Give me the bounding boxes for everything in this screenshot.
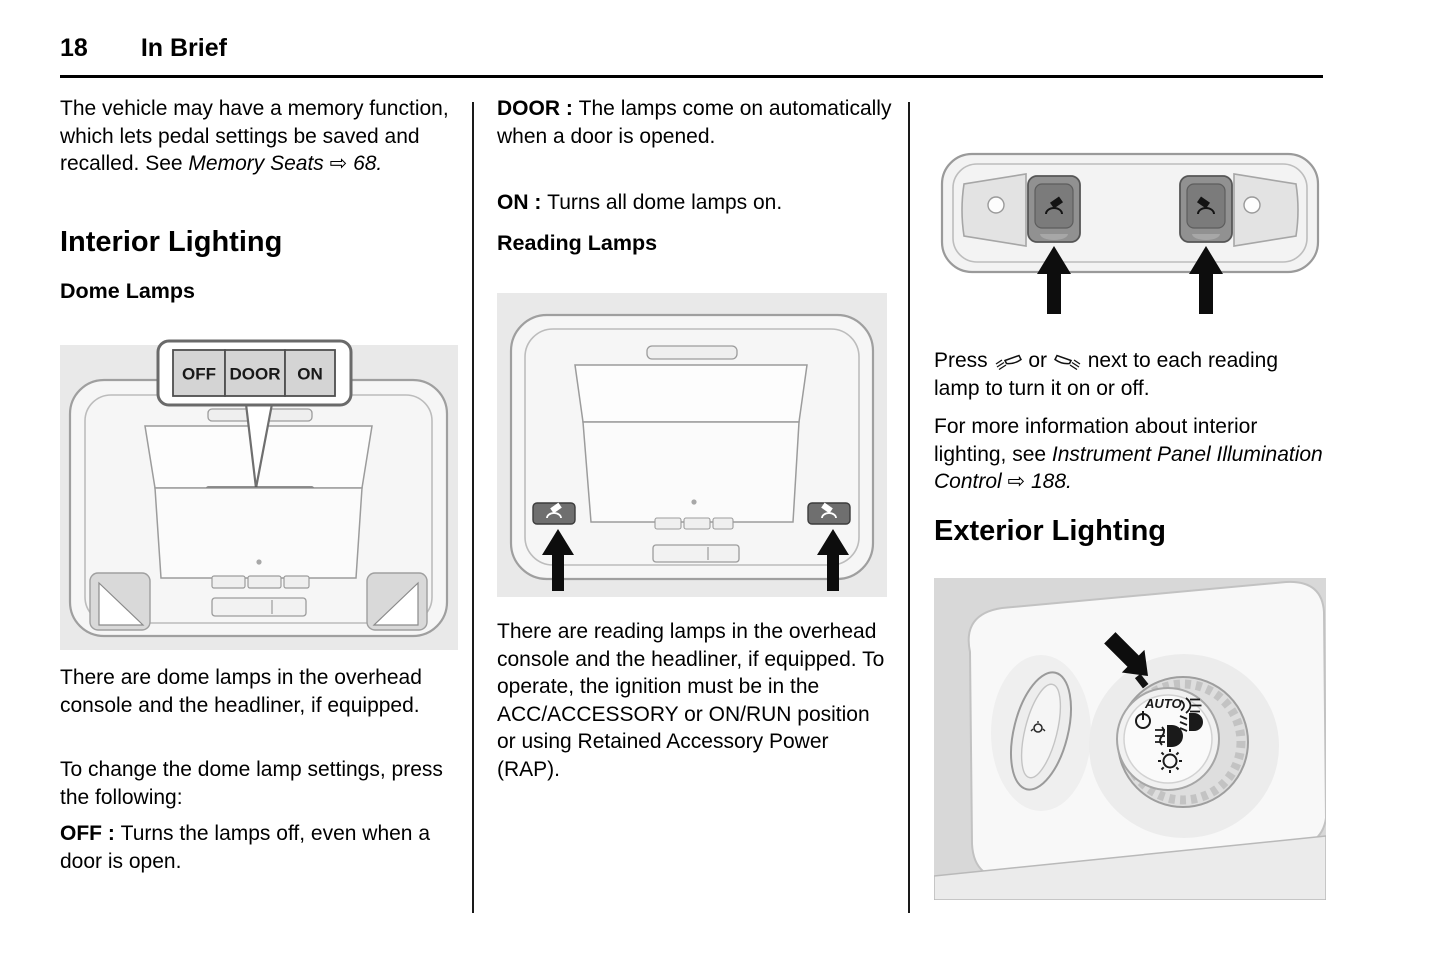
cross-reference-arrow: ⇨ (323, 152, 354, 175)
callout-off-label: OFF (182, 364, 216, 384)
interior-lighting-heading: Interior Lighting (60, 226, 283, 258)
on-setting-paragraph (497, 189, 893, 217)
exterior-lighting-control-figure (934, 578, 1326, 900)
on-term: ON : (497, 191, 548, 214)
illumination-control-reference: Instrument Panel Illumination Control (934, 442, 1323, 493)
left-reading-lamp-button-illustration (533, 503, 575, 524)
cross-reference-arrow: ⇨ (1001, 470, 1031, 493)
header-rule (60, 75, 1323, 78)
left-reading-lamp-button-illustration (1028, 176, 1080, 242)
off-description: Turns the lamps off, even when a door is open. (60, 822, 430, 873)
auto-position-label: AUTO (1145, 696, 1182, 711)
column-divider-2 (908, 102, 910, 913)
reading-lamps-console-figure (497, 289, 887, 601)
illumination-control-page: 188. (1030, 470, 1072, 493)
memory-seats-page: 68. (353, 152, 383, 175)
page-number: 18 (60, 34, 88, 62)
dome-lamps-subheading: Dome Lamps (60, 279, 196, 303)
press-text-before: Press (934, 349, 994, 372)
on-description: Turns all dome lamps on. (547, 191, 783, 214)
door-term: DOOR : (497, 97, 579, 120)
exterior-lighting-heading: Exterior Lighting (934, 515, 1166, 547)
off-door-on-callout (158, 341, 351, 405)
memory-seats-reference: Memory Seats (188, 152, 324, 175)
memory-function-text: The vehicle may have a memory function, which lets pedal settings be saved and recalled. See (60, 97, 449, 175)
press-text-between: or (1022, 349, 1053, 372)
right-reading-lamp-button-illustration (1180, 176, 1232, 242)
more-information-paragraph (934, 413, 1328, 496)
console-bottom-button (653, 545, 739, 562)
press-buttons-paragraph (934, 347, 1328, 402)
left-corner-lamp (90, 573, 150, 630)
door-description: The lamps come on automatically when a door is opened. (497, 97, 892, 148)
left-lamp-lens (962, 174, 1026, 246)
right-corner-lamp (367, 573, 427, 630)
page-title: In Brief (140, 34, 227, 62)
callout-on-label: ON (297, 364, 323, 384)
reading-lamps-subheading: Reading Lamps (497, 231, 658, 255)
dome-lamps-console-figure (60, 338, 458, 650)
reading-lamp-beam-right-icon (1053, 352, 1082, 370)
off-term: OFF : (60, 822, 121, 845)
reading-lamp-beam-left-icon (994, 352, 1023, 370)
change-settings-paragraph: To change the dome lamp settings, press the following: (60, 758, 443, 809)
reading-lamps-paragraph: There are reading lamps in the overhead console and the headliner, if equipped. To operate, the ignition must be in the ACC/ACCESSORY or ON/RUN position or using Retained Accessory Power (RAP). (497, 620, 885, 781)
column-divider-1 (472, 102, 474, 913)
callout-door-label: DOOR (229, 364, 281, 384)
memory-function-paragraph (60, 95, 458, 178)
press-text-after: next to each reading lamp to turn it on or off. (934, 349, 1278, 400)
dome-lamps-location-paragraph: There are dome lamps in the overhead console and the headliner, if equipped. (60, 666, 422, 717)
right-reading-lamp-button-illustration (808, 503, 850, 524)
info-text: For more information about interior lighting, see (934, 415, 1258, 466)
off-setting-paragraph (60, 820, 458, 875)
console-bottom-button (212, 598, 306, 616)
right-lamp-lens (1234, 174, 1298, 246)
door-setting-paragraph (497, 95, 893, 150)
page-header (60, 34, 227, 63)
headliner-reading-lamps-figure (934, 138, 1326, 322)
